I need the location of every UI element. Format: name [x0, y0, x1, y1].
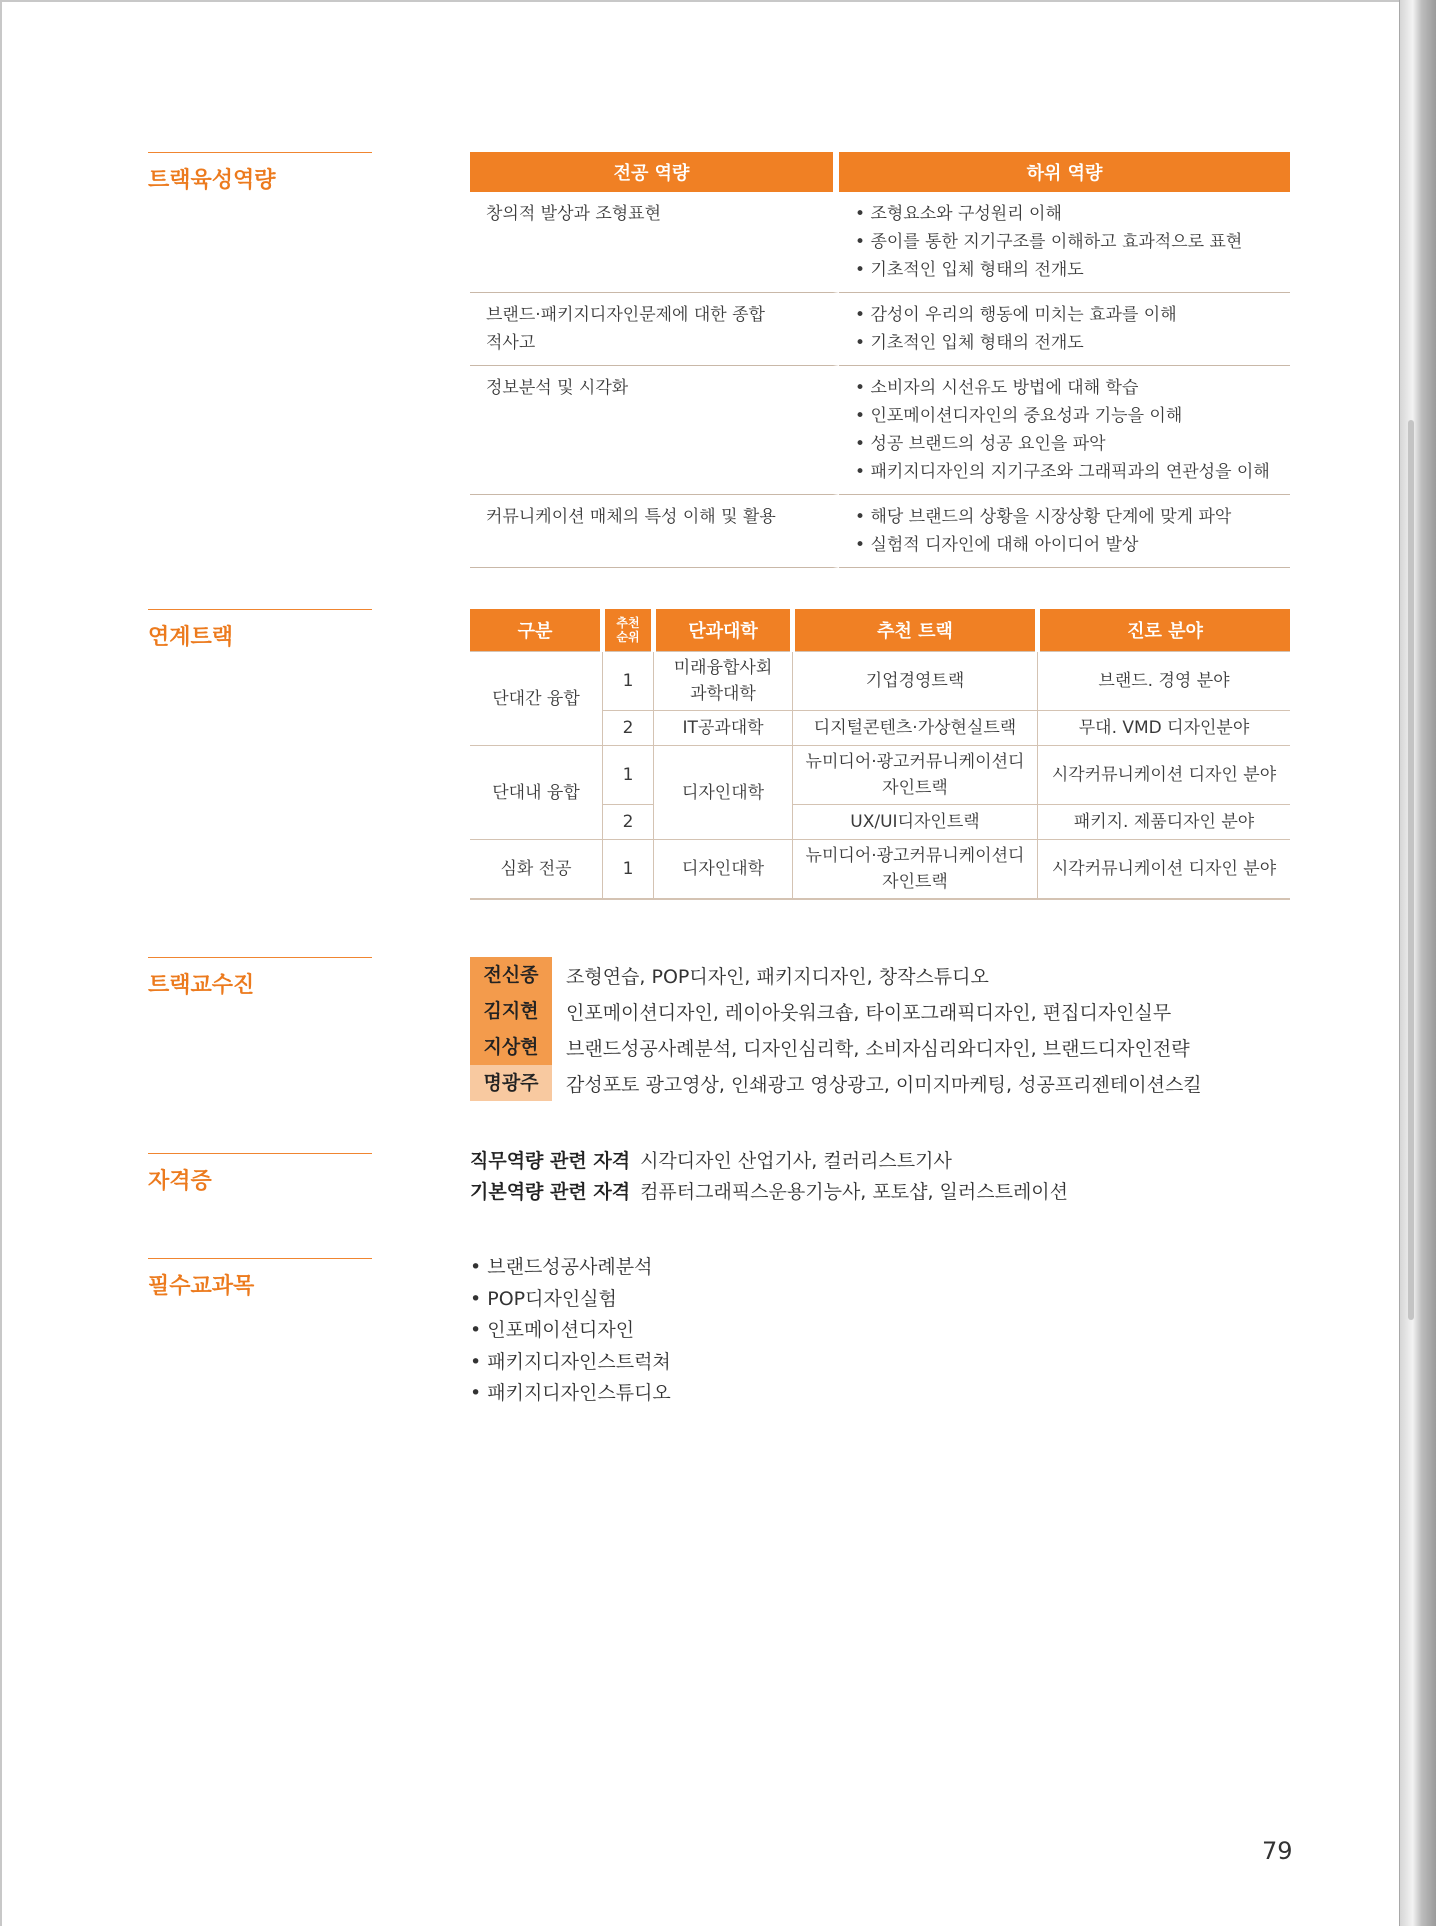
section-title-required: 필수교과목 — [148, 1258, 372, 1300]
track-cell: 디지털콘텐츠·가상현실트랙 — [793, 711, 1038, 746]
certificate-block — [470, 1146, 1068, 1208]
college-cell: IT공과대학 — [654, 711, 793, 746]
faculty-courses: 인포메이션디자인, 레이아웃워크숍, 타이포그래픽디자인, 편집디자인실무 — [566, 1001, 1172, 1024]
faculty-list — [470, 957, 1202, 1101]
header-major: 전공 역량 — [470, 152, 839, 192]
list-item: • 인포메이션디자인의 중요성과 기능을 이해 — [855, 402, 1278, 430]
sub-cell — [839, 495, 1290, 568]
faculty-row — [470, 957, 1202, 993]
table-row — [470, 746, 1290, 805]
header-track: 추천 트랙 — [793, 609, 1038, 652]
group-cell: 단대내 융합 — [470, 746, 603, 840]
faculty-row — [470, 1029, 1202, 1065]
table-row — [470, 840, 1290, 900]
rank-cell: 2 — [603, 711, 654, 746]
table-row — [470, 366, 1290, 495]
header-sub: 하위 역량 — [839, 152, 1290, 192]
list-item: • 패키지디자인스튜디오 — [470, 1378, 671, 1410]
table-row — [470, 495, 1290, 568]
list-item: • 소비자의 시선유도 방법에 대해 학습 — [855, 374, 1278, 402]
faculty-name: 전신종 — [470, 957, 552, 993]
certificate-basic-label: 기본역량 관련 자격 — [470, 1181, 631, 1203]
certificate-job-value: 시각디자인 산업기사, 컬러리스트기사 — [640, 1150, 952, 1172]
faculty-courses: 조형연습, POP디자인, 패키지디자인, 창작스튜디오 — [566, 965, 989, 988]
list-item: • 브랜드성공사례분석 — [470, 1252, 671, 1284]
linked-track-table — [470, 609, 1290, 900]
scrollbar[interactable] — [1408, 420, 1414, 1320]
career-cell: 시각커뮤니케이션 디자인 분야 — [1038, 840, 1291, 900]
table-header-row — [470, 152, 1290, 192]
rank-cell: 1 — [603, 746, 654, 805]
track-cell — [793, 746, 1038, 805]
list-item: • 감성이 우리의 행동에 미치는 효과를 이해 — [855, 301, 1278, 329]
certificate-basic — [470, 1177, 1068, 1208]
header-category: 구분 — [470, 609, 603, 652]
certificate-job-label: 직무역량 관련 자격 — [470, 1150, 631, 1172]
track-text: 뉴미디어·광고커뮤니케이션디자인트랙 — [805, 752, 1025, 798]
faculty-name: 명광주 — [470, 1065, 552, 1101]
header-college: 단과대학 — [654, 609, 793, 652]
group-cell: 단대간 융합 — [470, 652, 603, 746]
list-item: • 실험적 디자인에 대해 아이디어 발상 — [855, 531, 1278, 559]
career-cell: 시각커뮤니케이션 디자인 분야 — [1038, 746, 1291, 805]
college-text: 미래융합사회과학대학 — [673, 658, 773, 704]
track-text: 뉴미디어·광고커뮤니케이션디자인트랙 — [805, 846, 1025, 892]
header-rank-text: 추천순위 — [616, 616, 640, 644]
competency-table — [470, 152, 1290, 568]
list-item: • POP디자인실험 — [470, 1284, 671, 1316]
major-cell: 브랜드·패키지디자인문제에 대한 종합적사고 — [470, 293, 839, 366]
faculty-row — [470, 1065, 1202, 1101]
sub-cell — [839, 192, 1290, 293]
career-cell: 패키지. 제품디자인 분야 — [1038, 805, 1291, 840]
page-edge — [1399, 0, 1436, 1926]
college-cell — [654, 652, 793, 711]
faculty-courses: 브랜드성공사례분석, 디자인심리학, 소비자심리와디자인, 브랜드디자인전략 — [566, 1037, 1190, 1060]
sub-cell — [839, 293, 1290, 366]
track-cell: UX/UI디자인트랙 — [793, 805, 1038, 840]
list-item: • 기초적인 입체 형태의 전개도 — [855, 256, 1278, 284]
header-career: 진로 분야 — [1038, 609, 1291, 652]
major-cell: 창의적 발상과 조형표현 — [470, 192, 839, 293]
required-courses-list — [470, 1252, 671, 1410]
faculty-name: 지상현 — [470, 1029, 552, 1065]
major-cell: 정보분석 및 시각화 — [470, 366, 839, 495]
faculty-row — [470, 993, 1202, 1029]
header-rank — [603, 609, 654, 652]
table-row — [470, 293, 1290, 366]
list-item: • 조형요소와 구성원리 이해 — [855, 200, 1278, 228]
faculty-courses: 감성포토 광고영상, 인쇄광고 영상광고, 이미지마케팅, 성공프리젠테이션스킬 — [566, 1073, 1202, 1096]
table-row — [470, 652, 1290, 711]
faculty-name: 김지현 — [470, 993, 552, 1029]
list-item: • 성공 브랜드의 성공 요인을 파악 — [855, 430, 1278, 458]
group-cell: 심화 전공 — [470, 840, 603, 900]
rank-cell: 1 — [603, 652, 654, 711]
career-cell: 무대. VMD 디자인분야 — [1038, 711, 1291, 746]
rank-cell: 1 — [603, 840, 654, 900]
list-item: • 패키지디자인스트럭쳐 — [470, 1347, 671, 1379]
college-cell: 디자인대학 — [654, 840, 793, 900]
career-cell: 브랜드. 경영 분야 — [1038, 652, 1291, 711]
list-item: • 패키지디자인의 지기구조와 그래픽과의 연관성을 이해 — [855, 458, 1278, 486]
college-cell: 디자인대학 — [654, 746, 793, 840]
certificate-job — [470, 1146, 1068, 1177]
list-item: • 해당 브랜드의 상황을 시장상황 단계에 맞게 파악 — [855, 503, 1278, 531]
section-title-linked: 연계트랙 — [148, 609, 372, 651]
major-cell: 커뮤니케이션 매체의 특성 이해 및 활용 — [470, 495, 839, 568]
certificate-basic-value: 컴퓨터그래픽스운용기능사, 포토샵, 일러스트레이션 — [640, 1181, 1069, 1203]
rank-cell: 2 — [603, 805, 654, 840]
section-title-certificate: 자격증 — [148, 1153, 372, 1195]
table-row — [470, 192, 1290, 293]
section-title-faculty: 트랙교수진 — [148, 957, 372, 999]
list-item: • 기초적인 입체 형태의 전개도 — [855, 329, 1278, 357]
page-number: 79 — [1262, 1837, 1293, 1865]
section-title-competency: 트랙육성역량 — [148, 152, 372, 194]
sub-cell — [839, 366, 1290, 495]
list-item: • 인포메이션디자인 — [470, 1315, 671, 1347]
table-header-row — [470, 609, 1290, 652]
track-cell: 기업경영트랙 — [793, 652, 1038, 711]
list-item: • 종이를 통한 지기구조를 이해하고 효과적으로 표현 — [855, 228, 1278, 256]
track-cell — [793, 840, 1038, 900]
